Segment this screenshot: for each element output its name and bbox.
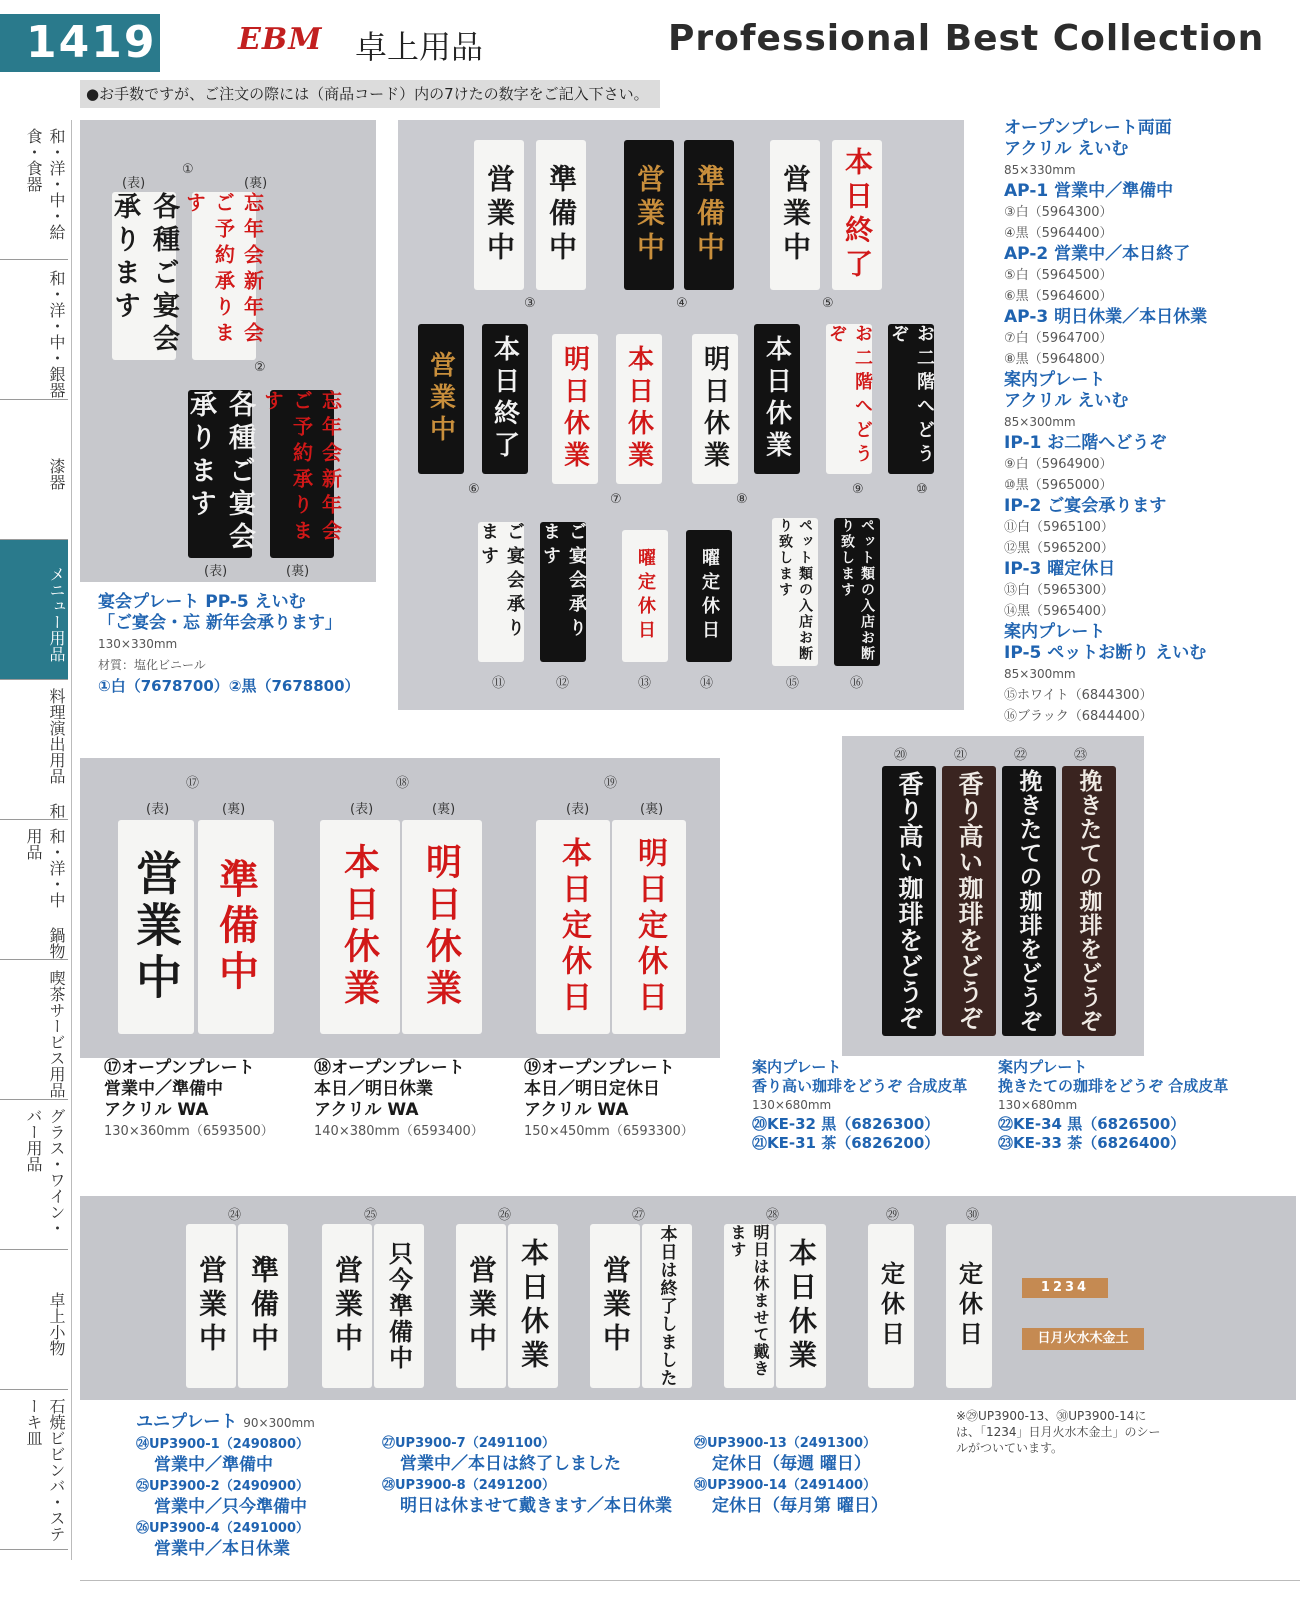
product-title: 宴会プレート PP-5 えいむ bbox=[98, 592, 306, 612]
plate-white: 本日休業 bbox=[616, 334, 662, 484]
plate-black: 準備中 bbox=[684, 140, 734, 290]
product-desc: 営業中／本日休業 bbox=[154, 1539, 290, 1559]
side-index-item[interactable]: 和・洋・中・銀器 bbox=[0, 260, 68, 400]
item-number: ⑦ bbox=[610, 492, 622, 507]
category-title: 卓上用品 bbox=[355, 28, 484, 66]
item-number: ㉖ bbox=[498, 1208, 512, 1223]
plate-white: 明日休業 bbox=[402, 820, 482, 1034]
ap-ip-product-text bbox=[1004, 118, 1294, 727]
product-code: ③白（5964300） bbox=[1004, 205, 1113, 220]
side-index-item-active[interactable]: メニュー用品 bbox=[0, 540, 68, 680]
product-material: アクリル WA bbox=[314, 1100, 419, 1120]
product-desc: 定休日（毎月第 曜日） bbox=[712, 1496, 888, 1516]
item-number: ⑲ bbox=[604, 776, 618, 791]
product-desc: 香り高い珈琲をどうぞ 合成皮革 bbox=[752, 1077, 968, 1095]
item-number: ⑫ bbox=[556, 676, 570, 691]
item-number: ⑳ bbox=[894, 748, 908, 763]
side-index-item[interactable]: 漆器 bbox=[0, 400, 68, 540]
ke-photo bbox=[842, 736, 1144, 1056]
plate-white: 営業中 bbox=[186, 1224, 236, 1388]
plate-white: 明日は休ませて戴きます bbox=[724, 1224, 774, 1388]
product-code: ㉒KE-34 黒（6826500） bbox=[998, 1115, 1186, 1133]
product-code: 150×450mm（6593300） bbox=[524, 1124, 694, 1139]
plate-black: 営業中 bbox=[624, 140, 674, 290]
item-number: ② bbox=[254, 360, 266, 375]
item-number: ㉗ bbox=[632, 1208, 646, 1223]
item-number: ⑱ bbox=[396, 776, 410, 791]
item-number: ㉘ bbox=[766, 1208, 780, 1223]
product-size: 130×330mm bbox=[98, 637, 178, 651]
plate-label: (表) bbox=[566, 802, 590, 817]
plate-white: 明日休業 bbox=[692, 334, 738, 484]
plate-white: 営業中 bbox=[474, 140, 524, 290]
product-code: ⑫黒（5965200） bbox=[1004, 541, 1114, 556]
plate-white: 準備中 bbox=[198, 820, 274, 1034]
item-number: ⑰ bbox=[186, 776, 200, 791]
product-title: ⑱オープンプレート bbox=[314, 1058, 465, 1078]
plate-white: 営業中 bbox=[590, 1224, 640, 1388]
page-number: 1419 bbox=[0, 14, 160, 72]
side-index-item[interactable]: 和・洋・中 鍋物用品 bbox=[0, 820, 68, 960]
product-desc: 営業中／準備中 bbox=[154, 1455, 273, 1475]
plate-label: (表) bbox=[350, 802, 374, 817]
product-desc: 明日は休ませて戴きます／本日休業 bbox=[400, 1496, 672, 1516]
plate-white: 本日は終了しました bbox=[642, 1224, 692, 1388]
plate-white: 営業中 bbox=[770, 140, 820, 290]
up-photo bbox=[80, 1196, 1296, 1400]
plate-black: 曜定休日 bbox=[686, 530, 732, 662]
plate-white: 只今準備中 bbox=[374, 1224, 424, 1388]
product-title: 「ご宴会・忘 新年会承ります」 bbox=[98, 613, 342, 633]
plate-white: 定休日 bbox=[868, 1224, 914, 1388]
plate-white: 本日休業 bbox=[776, 1224, 826, 1388]
product-line: 案内プレート bbox=[1004, 370, 1106, 390]
sticker-note: ※㉙UP3900-13、㉚UP3900-14には、「1234」日月火水木金土」のシールがついています。 bbox=[956, 1409, 1161, 1455]
product-size: 90×300mm bbox=[243, 1416, 315, 1430]
item-number: ㉓ bbox=[1074, 748, 1088, 763]
product-size: 85×330mm bbox=[1004, 163, 1076, 177]
wa-photo bbox=[80, 758, 720, 1058]
side-index-item[interactable]: 石焼ビビンバ・ステーキ皿 bbox=[0, 1390, 68, 1550]
product-code: ⑩黒（5965000） bbox=[1004, 478, 1113, 493]
item-number: ㉒ bbox=[1014, 748, 1028, 763]
collection-title: Professional Best Collection bbox=[668, 18, 1265, 59]
product-code: ㉑KE-31 茶（6826200） bbox=[752, 1134, 940, 1152]
product-size: 85×300mm bbox=[1004, 415, 1076, 429]
plate-black-leather: 挽きたての珈琲をどうぞ bbox=[1002, 766, 1056, 1036]
plate-white: 準備中 bbox=[238, 1224, 288, 1388]
product-line: アクリル えいむ bbox=[1004, 391, 1129, 411]
side-index-item[interactable]: グラス・ワイン・バー用品 bbox=[0, 1100, 68, 1250]
product-code: 140×380mm（6593400） bbox=[314, 1124, 484, 1139]
product-code: ⑧黒（5964800） bbox=[1004, 352, 1113, 367]
product-desc: 営業中／本日は終了しました bbox=[400, 1454, 621, 1474]
product-title: ⑰オープンプレート bbox=[104, 1058, 255, 1078]
product-size: 130×680mm bbox=[998, 1098, 1078, 1112]
brand-logo: EBM bbox=[238, 22, 323, 57]
item-number: ③ bbox=[524, 296, 536, 311]
plate-white: 曜定休日 bbox=[622, 530, 668, 662]
product-line: AP-1 営業中／準備中 bbox=[1004, 181, 1174, 201]
plate-white: ご宴会承ります bbox=[478, 522, 524, 662]
plate-label: (裏) bbox=[640, 802, 664, 817]
plate-white: 本日終了 bbox=[832, 140, 882, 290]
plate-white: 本日休業 bbox=[320, 820, 400, 1034]
wa-product-text bbox=[524, 1058, 724, 1142]
product-desc: 本日／明日休業 bbox=[314, 1079, 433, 1099]
plate-white: 営業中 bbox=[118, 820, 194, 1034]
item-number: ⑬ bbox=[638, 676, 652, 691]
product-desc: 営業中／準備中 bbox=[104, 1079, 223, 1099]
plate-label: (裏) bbox=[222, 802, 246, 817]
item-number: ㉑ bbox=[954, 748, 968, 763]
plate-label: (裏) bbox=[244, 176, 268, 191]
product-code: ㉓KE-33 茶（6826400） bbox=[998, 1134, 1186, 1152]
order-notice: ●お手数ですが、ご注文の際には（商品コード）内の7けたの数字をご記入下さい。 bbox=[80, 80, 660, 108]
product-line: 案内プレート bbox=[1004, 622, 1106, 642]
plate-white: 本日定休日 bbox=[536, 820, 610, 1034]
plate-brown-leather: 香り高い珈琲をどうぞ bbox=[942, 766, 996, 1036]
product-line: オープンプレート両面 bbox=[1004, 118, 1172, 138]
ke-product-text bbox=[752, 1058, 992, 1153]
product-code: ㉗UP3900-7（2491100） bbox=[382, 1436, 556, 1451]
plate-white: 本日休業 bbox=[508, 1224, 558, 1388]
product-code: ⑪白（5965100） bbox=[1004, 520, 1114, 535]
plate-white: ペット類の入店お断り致します bbox=[772, 518, 818, 666]
item-number: ㉔ bbox=[228, 1208, 242, 1223]
wa-product-text bbox=[314, 1058, 514, 1142]
plate-white: 各種ご宴会承ります bbox=[112, 192, 176, 360]
ap-ip-photo bbox=[398, 120, 964, 710]
side-index-item[interactable]: 和・洋・中・給食・食器 bbox=[0, 120, 68, 260]
item-number: ⑭ bbox=[700, 676, 714, 691]
plate-white: 忘年会新年会ご予約承ります bbox=[192, 192, 256, 360]
plate-white: お二階へどうぞ bbox=[826, 324, 872, 474]
plate-label: (裏) bbox=[432, 802, 456, 817]
product-line: アクリル えいむ bbox=[1004, 139, 1129, 159]
product-code: ⑨白（5964900） bbox=[1004, 457, 1113, 472]
plate-black: 本日終了 bbox=[482, 324, 528, 474]
product-desc: 営業中／只今準備中 bbox=[154, 1497, 307, 1517]
pp5-photo bbox=[80, 120, 376, 582]
plate-white: 準備中 bbox=[536, 140, 586, 290]
plate-black: 各種ご宴会承ります bbox=[188, 390, 252, 558]
product-code: ⑥黒（5964600） bbox=[1004, 289, 1113, 304]
footer-divider bbox=[80, 1580, 1300, 1581]
plate-label: (裏) bbox=[286, 564, 310, 579]
product-material: アクリル WA bbox=[104, 1100, 209, 1120]
product-material: アクリル WA bbox=[524, 1100, 629, 1120]
side-index bbox=[0, 120, 72, 1560]
item-number: ⑯ bbox=[850, 676, 864, 691]
ke-product-text bbox=[998, 1058, 1258, 1153]
pp5-product-text bbox=[98, 592, 388, 697]
product-code: ⑤白（5964500） bbox=[1004, 268, 1113, 283]
product-code: ㉘UP3900-8（2491200） bbox=[382, 1478, 556, 1493]
product-line: IP-1 お二階へどうぞ bbox=[1004, 433, 1167, 453]
product-code: ㉔UP3900-1（2490800） bbox=[136, 1437, 310, 1452]
product-code: ㉚UP3900-14（2491400） bbox=[694, 1478, 877, 1493]
item-number: ⑮ bbox=[786, 676, 800, 691]
plate-black: ペット類の入店お断り致します bbox=[834, 518, 880, 666]
item-number: ⑥ bbox=[468, 482, 480, 497]
plate-black: ご宴会承ります bbox=[540, 522, 586, 662]
product-line: IP-3 曜定休日 bbox=[1004, 559, 1116, 579]
plate-white: 明日定休日 bbox=[612, 820, 686, 1034]
product-code: ㉙UP3900-13（2491300） bbox=[694, 1436, 877, 1451]
product-code: ⑳KE-32 黒（6826300） bbox=[752, 1115, 940, 1133]
product-code: ④黒（5964400） bbox=[1004, 226, 1113, 241]
plate-black: 忘年会新年会ご予約承ります bbox=[270, 390, 334, 558]
item-number: ㉚ bbox=[966, 1208, 980, 1223]
product-code: 130×360mm（6593500） bbox=[104, 1124, 274, 1139]
plate-white: 営業中 bbox=[456, 1224, 506, 1388]
plate-white: 営業中 bbox=[322, 1224, 372, 1388]
item-number: ㉕ bbox=[364, 1208, 378, 1223]
up-product-text-col3 bbox=[694, 1433, 964, 1517]
item-number: ⑤ bbox=[822, 296, 834, 311]
plate-white: 明日休業 bbox=[552, 334, 598, 484]
up-product-text-col1 bbox=[136, 1412, 376, 1560]
product-title bbox=[136, 1412, 376, 1434]
side-index-item[interactable]: 卓上小物 bbox=[0, 1250, 68, 1390]
plate-black: お二階へどうぞ bbox=[888, 324, 934, 474]
plate-black-leather: 香り高い珈琲をどうぞ bbox=[882, 766, 936, 1036]
product-size: 130×680mm bbox=[752, 1098, 832, 1112]
side-index-item[interactable]: 料理演出用品 和 bbox=[0, 680, 68, 820]
item-number: ⑩ bbox=[916, 482, 928, 497]
product-code: ⑦白（5964700） bbox=[1004, 331, 1113, 346]
product-code: ⑬白（5965300） bbox=[1004, 583, 1114, 598]
plate-brown-leather: 挽きたての珈琲をどうぞ bbox=[1062, 766, 1116, 1036]
plate-white: 定休日 bbox=[946, 1224, 992, 1388]
product-line: AP-2 営業中／本日終了 bbox=[1004, 244, 1191, 264]
item-number: ㉙ bbox=[886, 1208, 900, 1223]
product-title-text: ユニプレート bbox=[136, 1412, 238, 1432]
product-code: ㉖UP3900-4（2491000） bbox=[136, 1521, 310, 1536]
product-code: ⑯ブラック（6844400） bbox=[1004, 709, 1153, 724]
item-number: ① bbox=[182, 162, 194, 177]
product-title: 案内プレート bbox=[752, 1058, 842, 1076]
plate-black: 本日休業 bbox=[754, 324, 800, 474]
product-line: IP-5 ペットお断り えいむ bbox=[1004, 643, 1207, 663]
plate-black: 営業中 bbox=[418, 324, 464, 474]
product-title: 案内プレート bbox=[998, 1058, 1088, 1076]
plate-label: (表) bbox=[146, 802, 170, 817]
product-material: 材質：塩化ビニール bbox=[98, 658, 206, 672]
item-number: ④ bbox=[676, 296, 688, 311]
product-line: AP-3 明日休業／本日休業 bbox=[1004, 307, 1208, 327]
product-title: ⑲オープンプレート bbox=[524, 1058, 675, 1078]
weekday-sticker: 日月火水木金土 bbox=[1022, 1328, 1144, 1350]
plate-label: (表) bbox=[122, 176, 146, 191]
side-index-item[interactable]: 喫茶サービス用品 bbox=[0, 960, 68, 1100]
plate-label: (表) bbox=[204, 564, 228, 579]
product-desc: 挽きたての珈琲をどうぞ 合成皮革 bbox=[998, 1077, 1229, 1095]
product-code: ㉕UP3900-2（2490900） bbox=[136, 1479, 310, 1494]
product-size: 85×300mm bbox=[1004, 667, 1076, 681]
item-number: ⑧ bbox=[736, 492, 748, 507]
item-number: ⑨ bbox=[852, 482, 864, 497]
product-code: ⑮ホワイト（6844300） bbox=[1004, 688, 1153, 703]
up-product-text-col2 bbox=[382, 1433, 682, 1517]
product-line: IP-2 ご宴会承ります bbox=[1004, 496, 1167, 516]
product-desc: 定休日（毎週 曜日） bbox=[712, 1454, 871, 1474]
wa-product-text bbox=[104, 1058, 304, 1142]
item-number: ⑪ bbox=[492, 676, 506, 691]
number-sticker: 1234 bbox=[1022, 1278, 1108, 1298]
product-desc: 本日／明日定休日 bbox=[524, 1079, 660, 1099]
product-code: ①白（7678700）②黒（7678800） bbox=[98, 677, 360, 695]
product-code: ⑭黒（5965400） bbox=[1004, 604, 1114, 619]
